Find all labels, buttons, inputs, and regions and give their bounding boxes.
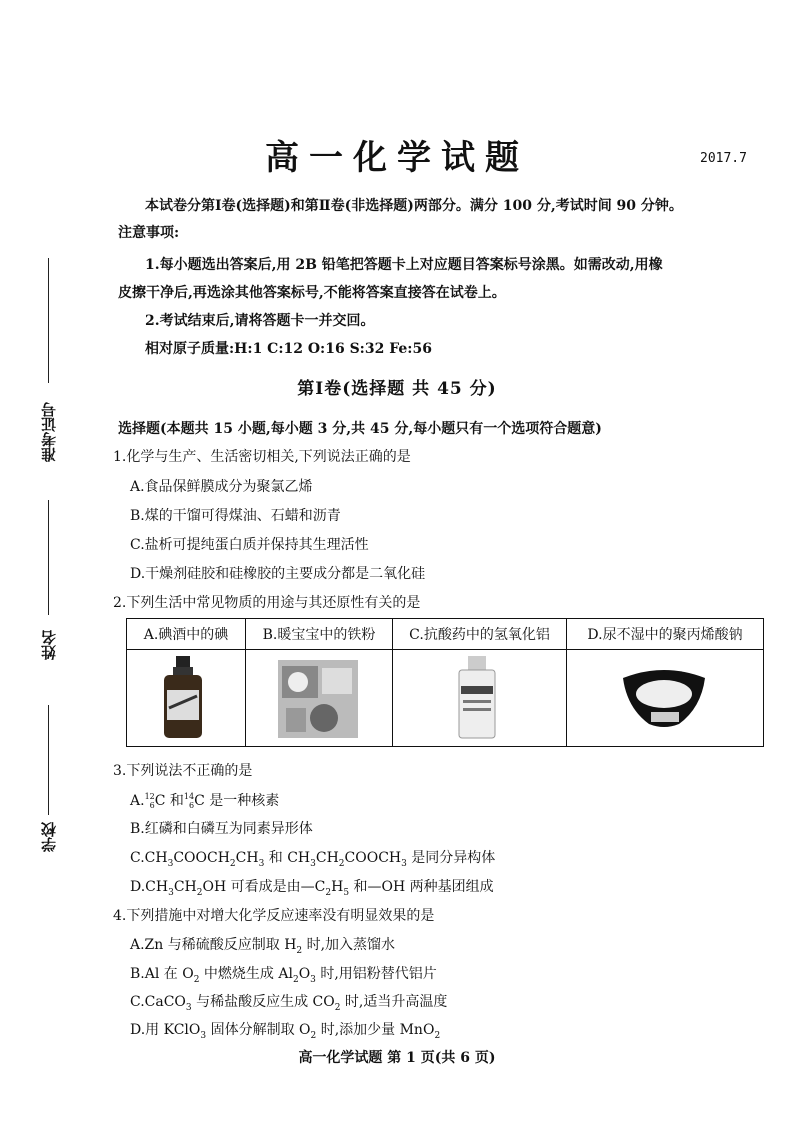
question-2-option-a: A.碘酒中的碘: [127, 619, 246, 650]
exam-date: 2017.7: [700, 151, 747, 166]
nuclide-notation-1: 12 6: [144, 792, 155, 810]
question-2-options-table: [126, 618, 764, 747]
school-label: 学校: [40, 822, 58, 852]
question-1-option-b: B.煤的干馏可得煤油、石蜡和沥青: [130, 508, 341, 524]
question-3-option-d: $D.CH_3CH_2OH$ 可看成是由$—C_2H_5$ 和—OH 两种基团组成: [130, 879, 494, 898]
question-1-stem: 1.化学与生产、生活密切相关,下列说法正确的是: [113, 449, 411, 465]
question-1-option-a: A.食品保鲜膜成分为聚氯乙烯: [130, 479, 313, 495]
section-heading: 第Ⅰ卷(选择题 共 45 分): [297, 379, 497, 399]
question-3-stem: 3.下列说法不正确的是: [113, 763, 253, 779]
atomic-mass-line: 相对原子质量:H:1 C:12 O:16 S:32 Fe:56: [145, 341, 432, 357]
question-2-stem: 2.下列生活中常见物质的用途与其还原性有关的是: [113, 595, 421, 611]
question-2-option-b: B.暖宝宝中的铁粉: [246, 619, 393, 650]
question-4-option-a: A.Zn 与稀硫酸反应制取 $H_2$ 时,加入蒸馏水: [130, 937, 396, 956]
question-4-option-c: C.CaCO$_3$ 与稀盐酸反应生成 $CO_2$ 时,适当升高温度: [130, 994, 448, 1013]
notice-item-1-line-1: 1.每小题选出答案后,用 2B 铅笔把答题卡上对应题目答案标号涂黑。如需改动,用橡: [145, 257, 663, 273]
name-rule: [48, 500, 49, 615]
antacid-bottle-image: [393, 650, 567, 747]
intro-text: 本试卷分第Ⅰ卷(选择题)和第Ⅱ卷(非选择题)两部分。满分 100 分,考试时间 90 分钟。: [145, 198, 683, 214]
page-footer: 高一化学试题 第 1 页(共 6 页): [298, 1050, 496, 1066]
question-1-option-c: C.盐析可提纯蛋白质并保持其生理活性: [130, 537, 369, 553]
question-3-option-b: B.红磷和白磷互为同素异形体: [130, 821, 313, 837]
notice-item-2: 2.考试结束后,请将答题卡一并交回。: [145, 313, 375, 329]
nuclide-notation-2: 14 6: [183, 792, 195, 810]
exam-id-label: 准考证号: [40, 402, 58, 462]
section-instruction: 选择题(本题共 15 小题,每小题 3 分,共 45 分,每小题只有一个选项符合题意): [118, 421, 602, 437]
diaper-image: [567, 650, 764, 747]
question-1-option-d: D.干燥剂硅胶和硅橡胶的主要成分都是二氧化硅: [130, 566, 426, 582]
question-3-option-c: $C.CH_3COOCH_2CH_3$ 和 $CH_3CH_2COOCH_3$ 是同分异构体: [130, 850, 496, 869]
school-rule: [48, 705, 49, 815]
question-2-option-d: D.尿不湿中的聚丙烯酸钠: [567, 619, 764, 650]
notice-heading: 注意事项:: [118, 225, 180, 241]
question-4-option-d: D.用 KClO$_3$ 固体分解制取 $O_2$ 时,添加少量 MnO$_2$: [130, 1022, 441, 1041]
question-4-stem: 4.下列措施中对增大化学反应速率没有明显效果的是: [113, 908, 435, 924]
page-title: 高一化学试题: [265, 138, 529, 178]
name-label: 姓名: [40, 630, 58, 660]
question-4-option-b: B.Al 在 $O_2$ 中燃烧生成 $Al_2O_3$ 时,用铝粉替代铝片: [130, 966, 437, 985]
iodine-tincture-bottle-image: [127, 650, 246, 747]
notice-item-1-line-2: 皮擦干净后,再选涂其他答案标号,不能将答案直接答在试卷上。: [118, 285, 506, 301]
exam-id-rule: [48, 258, 49, 383]
question-3-option-a: A.12 6C 和14 6C 是一种核素: [130, 792, 280, 810]
question-2-option-c: C.抗酸药中的氢氧化铝: [393, 619, 567, 650]
hand-warmer-pack-image: [246, 650, 393, 747]
